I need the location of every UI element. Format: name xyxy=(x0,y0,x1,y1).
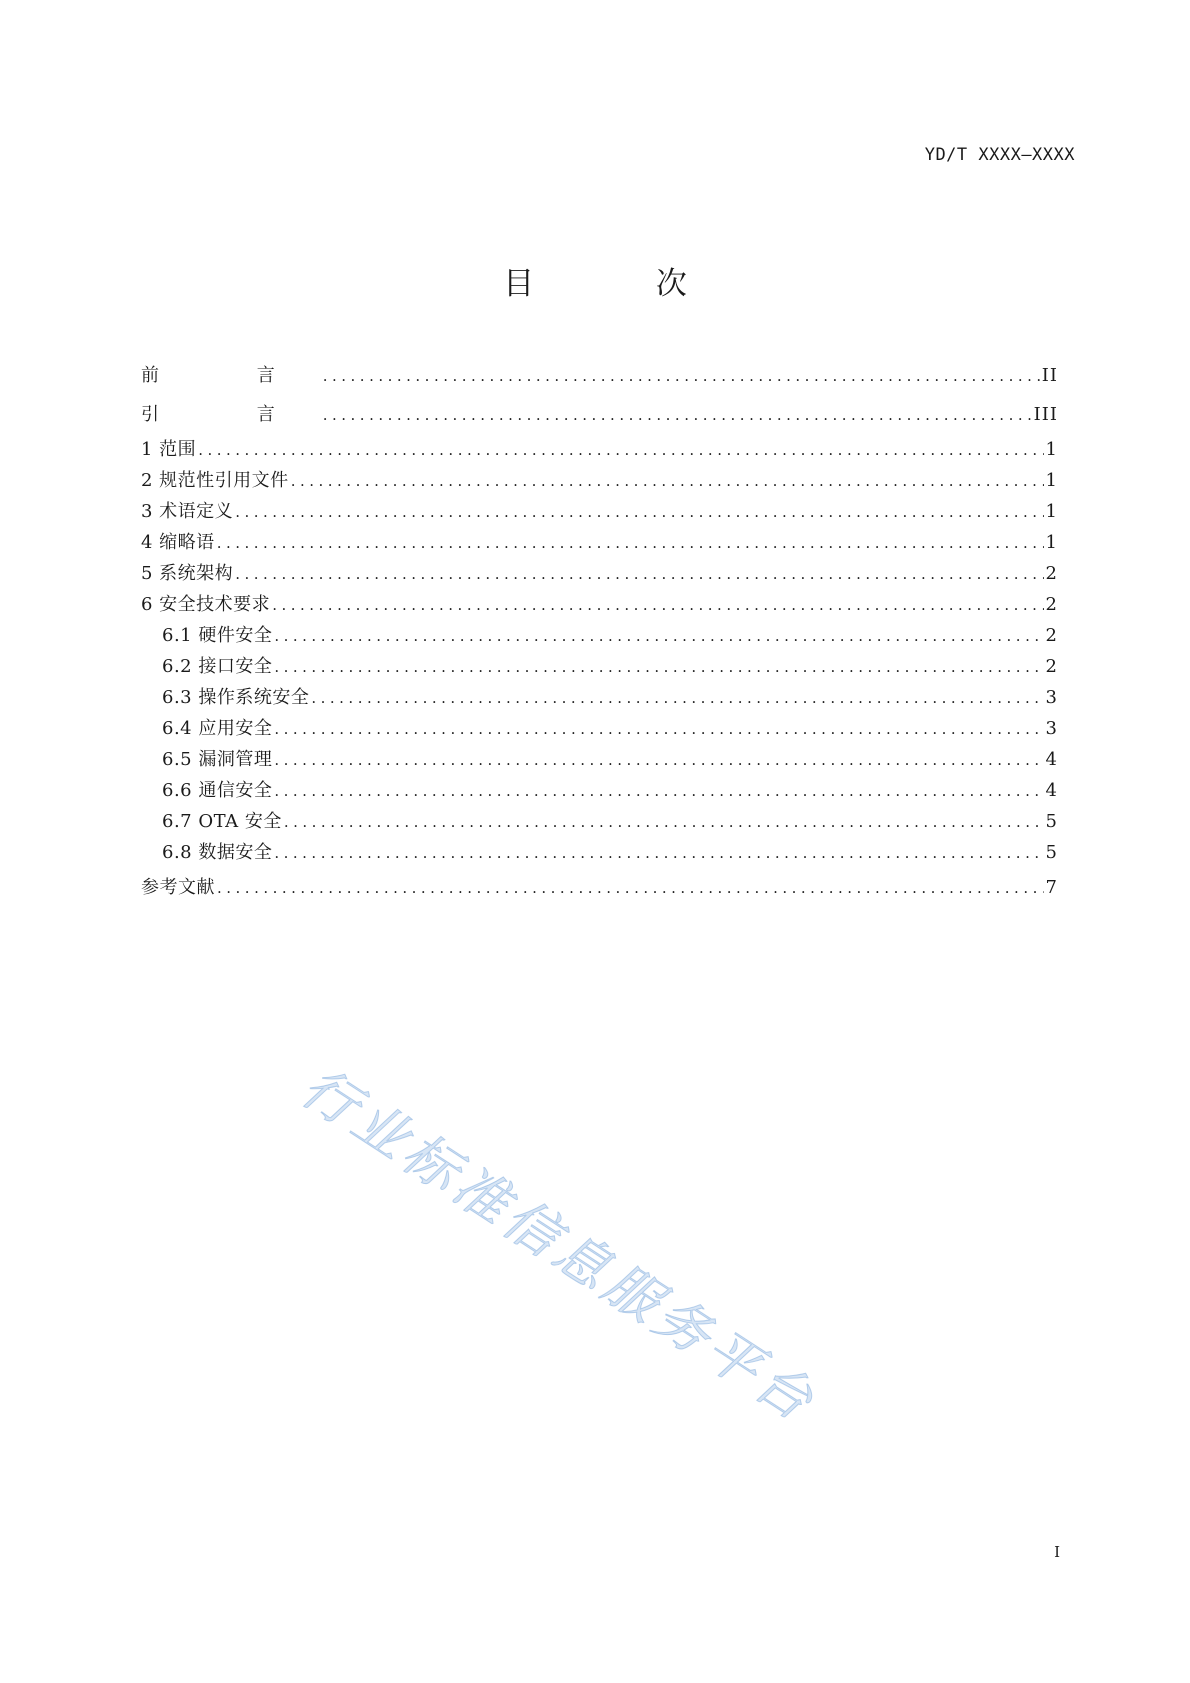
toc-leader-dots xyxy=(272,590,1043,621)
toc-entry-label: 5 系统架构 xyxy=(141,563,234,584)
toc-entry-label: 6 安全技术要求 xyxy=(141,594,271,615)
toc-entry[interactable] xyxy=(141,558,1058,589)
toc-leader-dots xyxy=(235,559,1043,590)
toc-entry-label: 2 规范性引用文件 xyxy=(141,470,289,491)
toc-entry-page: 2 xyxy=(1045,563,1058,584)
toc-entry-label: 6.4 应用安全 xyxy=(162,718,273,739)
toc-leader-dots xyxy=(198,435,1043,466)
toc-entry[interactable] xyxy=(141,395,1058,434)
toc-leader-dots xyxy=(323,396,1032,435)
toc-entry[interactable] xyxy=(141,465,1058,496)
document-code: YD/T XXXX—XXXX xyxy=(924,145,1075,165)
toc-entry-page: 1 xyxy=(1045,532,1058,553)
toc-entry-label: 引 言 xyxy=(141,404,321,425)
toc-entry-label: 6.8 数据安全 xyxy=(162,842,273,863)
toc-entry-label: 6.1 硬件安全 xyxy=(162,625,273,646)
toc-entry[interactable] xyxy=(141,620,1058,651)
toc-entry[interactable] xyxy=(141,744,1058,775)
toc-leader-dots xyxy=(274,621,1043,652)
toc-entry-page: 1 xyxy=(1045,439,1058,460)
toc-entry-label: 6.3 操作系统安全 xyxy=(162,687,310,708)
toc-entry-page: 3 xyxy=(1045,687,1058,708)
toc-entry-label: 前 言 xyxy=(141,365,321,386)
toc-entry-page: 2 xyxy=(1045,625,1058,646)
page-number: I xyxy=(1054,1543,1060,1561)
toc-entry[interactable] xyxy=(141,496,1058,527)
toc-entry[interactable] xyxy=(141,589,1058,620)
watermark: 行业标准信息服务平台 xyxy=(290,1055,829,1436)
toc-leader-dots xyxy=(311,683,1043,714)
toc-entry-page: III xyxy=(1033,404,1058,425)
toc-entry-page: II xyxy=(1041,365,1058,386)
toc-leader-dots xyxy=(284,807,1044,838)
toc-leader-dots xyxy=(274,652,1043,683)
toc-entry-label: 4 缩略语 xyxy=(141,532,215,553)
toc-leader-dots xyxy=(274,745,1043,776)
toc-entry-page: 7 xyxy=(1045,877,1058,898)
toc-entry-page: 1 xyxy=(1045,470,1058,491)
toc-leader-dots xyxy=(274,714,1043,745)
toc-entry[interactable] xyxy=(141,434,1058,465)
toc-entry-label: 参考文献 xyxy=(141,877,215,898)
toc-entry-page: 4 xyxy=(1045,780,1058,801)
toc-leader-dots xyxy=(291,466,1044,497)
toc-entry[interactable] xyxy=(141,651,1058,682)
toc-entry[interactable] xyxy=(141,356,1058,395)
toc-entry-label: 6.7 OTA 安全 xyxy=(162,811,282,832)
toc-entry[interactable] xyxy=(141,837,1058,868)
toc-entry-page: 3 xyxy=(1045,718,1058,739)
toc-entry-label: 6.5 漏洞管理 xyxy=(162,749,273,770)
toc-entry-page: 5 xyxy=(1045,811,1058,832)
toc-entry[interactable] xyxy=(141,806,1058,837)
toc-entry-page: 1 xyxy=(1045,501,1058,522)
toc-leader-dots xyxy=(235,497,1043,528)
toc-leader-dots xyxy=(274,838,1043,869)
toc-entry[interactable] xyxy=(141,713,1058,744)
toc-entry-page: 2 xyxy=(1045,656,1058,677)
toc-entry[interactable] xyxy=(141,527,1058,558)
toc-leader-dots xyxy=(217,869,1044,908)
table-of-contents xyxy=(141,356,1058,907)
toc-leader-dots xyxy=(274,776,1043,807)
toc-title: 目 次 xyxy=(503,266,743,302)
toc-entry-label: 6.6 通信安全 xyxy=(162,780,273,801)
toc-entry-label: 1 范围 xyxy=(141,439,197,460)
toc-entry[interactable] xyxy=(141,775,1058,806)
toc-entry-page: 4 xyxy=(1045,749,1058,770)
toc-entry-page: 5 xyxy=(1045,842,1058,863)
toc-entry-label: 6.2 接口安全 xyxy=(162,656,273,677)
toc-leader-dots xyxy=(323,357,1040,396)
toc-entry[interactable] xyxy=(141,682,1058,713)
toc-entry[interactable] xyxy=(141,868,1058,907)
toc-leader-dots xyxy=(217,528,1044,559)
toc-entry-page: 2 xyxy=(1045,594,1058,615)
toc-entry-label: 3 术语定义 xyxy=(141,501,234,522)
